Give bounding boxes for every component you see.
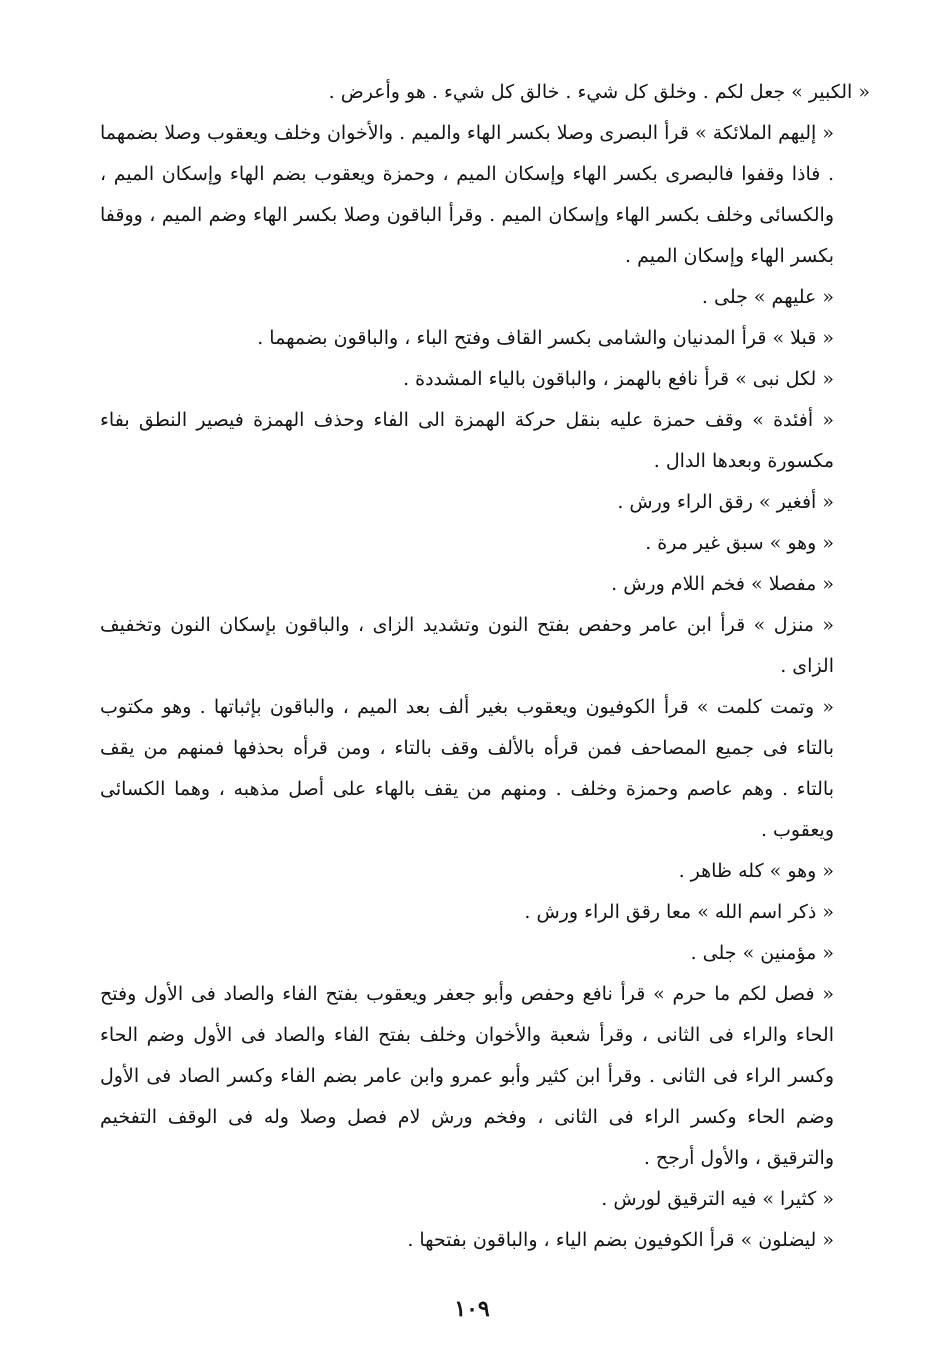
- paragraph-3: « عليهم » جلى .: [701, 286, 834, 308]
- paragraph-6: « أفئدة » وقف حمزة عليه بنقل حركة الهمزة الى الفاء وحذف الهمزة فيصير النطق بفاء مكسورة وبعدها الدال .: [100, 409, 834, 472]
- paragraph-14: « مؤمنين » جلى .: [690, 942, 834, 964]
- paragraph-10: « منزل » قرأ ابن عامر وحفص بفتح النون وتشديد الزاى ، والباقون بإسكان النون وتخفيف الزاى .: [100, 614, 834, 677]
- paragraph-16: « كثيرا » فيه الترقيق لورش .: [601, 1188, 834, 1210]
- paragraph-15: « فصل لكم ما حرم » قرأ نافع وحفص وأبو جعفر ويعقوب بفتح الفاء والصاد فى الأول وفتح الحاء والراء فى الثانى ، وقرأ شعبة والأخوان وخلف بفتح الفاء والصاد فى الأول وضم الحاء وكسر الراء فى الثانى . وقرأ ابن كثير وأبو عمرو وابن عامر بضم الفاء وكسر الصاد فى الأول وضم الحاء وكسر الراء فى الثانى ، وفخم ورش لام فصل وصلا وله فى الوقف التفخيم والترقيق ، والأول أرجح .: [100, 983, 834, 1169]
- paragraph-17: « ليضلون » قرأ الكوفيون بضم الياء ، والباقون بفتحها .: [407, 1229, 834, 1251]
- paragraph-12: « وهو » كله ظاهر .: [678, 860, 834, 882]
- paragraph-11: « وتمت كلمت » قرأ الكوفيون ويعقوب بغير ألف بعد الميم ، والباقون بإثباتها . وهو مكتوب بالتاء فى جميع المصاحف فمن قرأه بالألف وقف بالتاء ، ومن قرأه بحذفها فمنهم من يقف بالتاء . وهم عاصم وحمزة وخلف . ومنهم من يقف بالهاء على أصل مذهبه ، وهما الكسائى ويعقوب .: [100, 696, 834, 841]
- page-number: ١٠٩: [454, 1296, 490, 1322]
- paragraph-7: « أفغير » رقق الراء ورش .: [617, 491, 834, 513]
- paragraph-1: « الكبير » جعل لكم . وخلق كل شيء . خالق كل شيء . هو وأعرض .: [328, 81, 870, 103]
- paragraph-2: « إليهم الملائكة » قرأ البصرى وصلا بكسر الهاء والميم . والأخوان وخلف ويعقوب وصلا بضمهما . فاذا وقفوا فالبصرى بكسر الهاء وإسكان الميم ، وحمزة ويعقوب بضم الهاء وإسكان الميم ، والكسائى وخلف بكسر الهاء وإسكان الميم . وقرأ الباقون وصلا بكسر الهاء وضم الميم ، ووقفا بكسر الهاء وإسكان الميم .: [100, 122, 834, 267]
- paragraph-8: « وهو » سبق غير مرة .: [645, 532, 834, 554]
- paragraph-5: « لكل نبى » قرأ نافع بالهمز ، والباقون بالياء المشددة .: [403, 368, 834, 390]
- paragraph-4: « قبلا » قرأ المدنيان والشامى بكسر القاف وفتح الباء ، والباقون بضمهما .: [257, 327, 834, 349]
- body-text: [100, 72, 870, 1261]
- paragraph-9: « مفصلا » فخم اللام ورش .: [611, 573, 834, 595]
- paragraph-13: « ذكر اسم الله » معا رقق الراء ورش .: [524, 901, 834, 923]
